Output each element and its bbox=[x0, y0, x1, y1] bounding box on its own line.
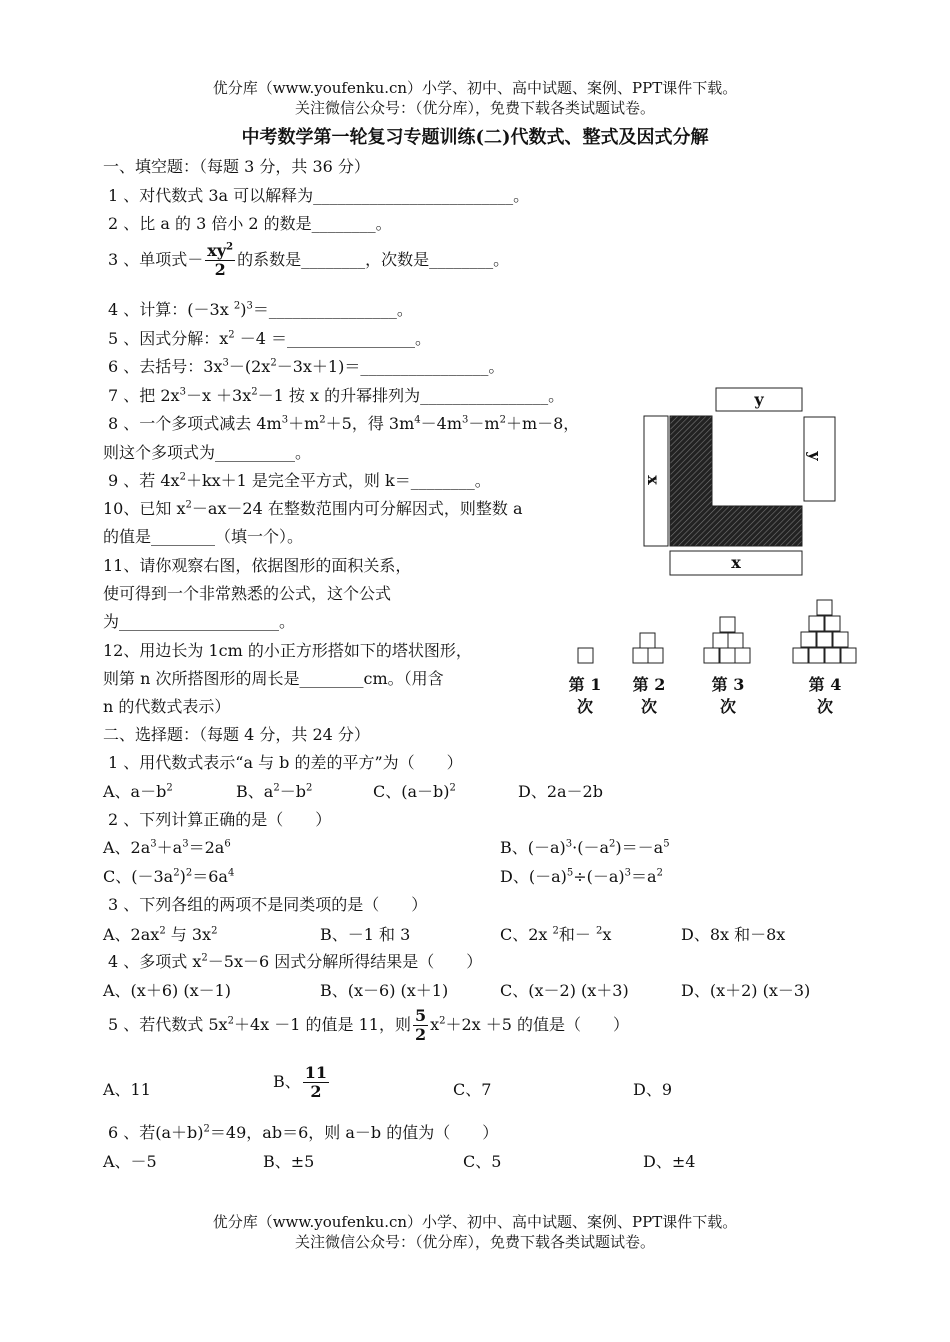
fill-q12-line2: 则第 n 次所搭图形的周长是________cm。（用含 bbox=[103, 669, 444, 688]
choice-q1-option-c: C、$(a-b)^2$ bbox=[373, 782, 456, 801]
fill-q5: 5 、因式分解：$x^2 -4$ ＝________________。 bbox=[108, 329, 432, 348]
choice-q5-fraction: $\frac{5}{2}$ bbox=[414, 1006, 427, 1044]
choice-q3-option-d: D、8x 和－8x bbox=[681, 925, 786, 944]
choice-q2: 2 、下列计算正确的是（ ） bbox=[108, 810, 332, 829]
choice-q5-option-b-fraction: $\frac{11}{2}$ bbox=[304, 1063, 328, 1101]
fill-q10-line2: 的值是________（填一个）。 bbox=[103, 527, 304, 546]
tower2-square bbox=[640, 633, 655, 648]
tower4-label: 第 4 次 bbox=[808, 675, 842, 716]
header-line-2: 关注微信公众号：（优分库），免费下载各类试题试卷。 bbox=[294, 99, 655, 117]
choice-q3-option-a: A、$2ax^2$ 与 $3x^2$ bbox=[103, 925, 218, 944]
choice-q6-option-d: D、±4 bbox=[643, 1152, 696, 1171]
area-diagram bbox=[640, 380, 820, 580]
page-title: 中考数学第一轮复习专题训练(二)代数式、整式及因式分解 bbox=[241, 127, 709, 148]
fill-q3 bbox=[108, 240, 509, 280]
choice-q1: 1 、用代数式表示“a 与 b 的差的平方”为（ ） bbox=[108, 753, 463, 772]
fill-q9: 9 、若 $4x^2+kx+1$ 是完全平方式，则 k＝________。 bbox=[108, 471, 491, 490]
choice-q1-option-d: D、2a－2b bbox=[518, 782, 603, 801]
fill-q3-frac-den: 2 bbox=[214, 260, 226, 279]
choice-q2-option-a: A、$2a^3+a^3=2a^6$ bbox=[103, 838, 231, 857]
section1-heading: 一、填空题：（每题 3 分，共 36 分） bbox=[103, 157, 370, 176]
choice-q2-option-d: D、$(-a)^5\div(-a)^3=a^2$ bbox=[500, 867, 663, 886]
tower4-square bbox=[809, 616, 824, 631]
choice-q5-option-d: D、9 bbox=[633, 1080, 673, 1099]
fill-q3-fraction bbox=[205, 242, 235, 279]
fill-q3-suffix: 的系数是________，次数是________。 bbox=[237, 250, 510, 269]
area-label-x-bottom: x bbox=[731, 553, 741, 572]
fill-q8: 8 、一个多项式减去 $4m^3+m^2+5$，得 $3m^4-4m^3-m^2+m-8$， bbox=[108, 414, 580, 433]
tower-diagram bbox=[560, 596, 870, 668]
fill-q1: 1 、对代数式 3a 可以解释为_________________________。 bbox=[108, 186, 530, 205]
hatched-region bbox=[670, 416, 802, 546]
tower4-square bbox=[817, 632, 832, 647]
tower4-square bbox=[825, 616, 840, 631]
tower3-square bbox=[728, 633, 743, 648]
choice-q4-option-b: B、(x－6) (x＋1) bbox=[320, 981, 449, 1000]
fill-q3-frac-exp: 2 bbox=[226, 241, 234, 253]
fill-q7: 7 、把 $2x^3-x +3x^2-1$ 按 x 的升幂排列为________________。 bbox=[108, 386, 565, 405]
choice-q2-option-c: C、$(-3a^2)^2=6a^4$ bbox=[103, 867, 235, 886]
tower4-square bbox=[841, 648, 856, 663]
choice-q4-option-a: A、(x＋6) (x－1) bbox=[103, 981, 232, 1000]
tower2-label: 第 2 次 bbox=[632, 675, 666, 716]
choice-q1-option-b: B、$a^2-b^2$ bbox=[236, 782, 313, 801]
fill-q12-line3: n 的代数式表示） bbox=[103, 697, 231, 716]
fill-q11-line1: 11、请你观察右图，依据图形的面积关系， bbox=[103, 556, 412, 575]
section2-heading: 二、选择题：（每题 4 分，共 24 分） bbox=[103, 725, 370, 744]
tower3-square bbox=[720, 617, 735, 632]
tower3-label: 第 3 次 bbox=[711, 675, 745, 716]
tower4-square bbox=[817, 600, 832, 615]
choice-q3: 3 、下列各组的两项不是同类项的是（ ） bbox=[108, 895, 428, 914]
area-label-y-right: y bbox=[805, 451, 825, 461]
tower3-square bbox=[713, 633, 728, 648]
fill-q10: 10、已知 $x^2-ax-24$ 在整数范围内可分解因式，则整数 a bbox=[103, 499, 523, 518]
tower3-square bbox=[720, 648, 735, 663]
tower4-square bbox=[833, 632, 848, 647]
fill-q3-frac-num: xy bbox=[207, 241, 227, 260]
choice-q6: 6 、若$(a+b)^2=49$，ab＝6，则 a－b 的值为（ ） bbox=[108, 1123, 499, 1142]
choice-q6-option-a: A、－5 bbox=[103, 1152, 157, 1171]
footer-line-2: 关注微信公众号：（优分库），免费下载各类试题试卷。 bbox=[294, 1233, 655, 1251]
choice-q2-option-b: B、$(-a)^3\cdot(-a^2)=-a^5$ bbox=[500, 838, 670, 857]
choice-q5: 5 、若代数式 $5x^2+4x -1$ 的值是 11，则 $\frac{5}{2}$ $x^2+2x +5$ 的值是（ ） bbox=[108, 1006, 630, 1044]
fill-q8-line2: 则这个多项式为__________。 bbox=[103, 443, 312, 462]
fill-q11-line2: 使可得到一个非常熟悉的公式，这个公式 bbox=[103, 584, 392, 603]
tower4-square bbox=[793, 648, 808, 663]
fill-q6: 6 、去括号：$3x^3-(2x^2-3x+1)=\_\_\_\_\_\_\_\_\_\_\_\_\_\_\_\_$。 bbox=[108, 357, 505, 376]
fill-q4: 4 、计算：(－3x $^2$)$^3$＝________________。 bbox=[108, 300, 413, 319]
choice-q4-option-c: C、(x－2) (x＋3) bbox=[500, 981, 629, 1000]
choice-q3-option-b: B、－1 和 3 bbox=[320, 925, 411, 944]
area-label-y-top: y bbox=[754, 390, 764, 409]
choice-q1-option-a: A、$a-b^2$ bbox=[103, 782, 173, 801]
choice-q6-option-b: B、±5 bbox=[263, 1152, 315, 1171]
fill-q3-prefix: 3 、单项式－ bbox=[108, 250, 204, 269]
choice-q4: 4 、多项式 $x^2-5x-6$ 因式分解所得结果是（ ） bbox=[108, 952, 483, 971]
footer-line-1: 优分库（www.youfenku.cn）小学、初中、高中试题、案例、PPT课件下载。 bbox=[212, 1213, 738, 1231]
tower2-square bbox=[648, 648, 663, 663]
tower1-square bbox=[578, 648, 593, 663]
choice-q6-option-c: C、5 bbox=[463, 1152, 502, 1171]
fill-q12-line1: 12、用边长为 1cm 的小正方形搭如下的塔状图形， bbox=[103, 641, 472, 660]
tower4-square bbox=[809, 648, 824, 663]
choice-q5-option-c: C、7 bbox=[453, 1080, 492, 1099]
tower3-square bbox=[735, 648, 750, 663]
header-line-1: 优分库（www.youfenku.cn）小学、初中、高中试题、案例、PPT课件下载。 bbox=[212, 79, 738, 97]
choice-q5-option-a: A、11 bbox=[103, 1080, 151, 1099]
area-label-x-left: x bbox=[643, 475, 663, 485]
tower4-square bbox=[825, 648, 840, 663]
fill-q11-line3: 为____________________。 bbox=[103, 612, 296, 631]
tower2-square bbox=[633, 648, 648, 663]
choice-q5-option-b: B、 $\frac{11}{2}$ bbox=[273, 1063, 328, 1101]
tower3-square bbox=[704, 648, 719, 663]
fill-q2: 2 、比 a 的 3 倍小 2 的数是________。 bbox=[108, 214, 392, 233]
choice-q3-option-c: C、2x $^2$和－ $^2$x bbox=[500, 925, 612, 944]
choice-q4-option-d: D、(x＋2) (x－3) bbox=[681, 981, 811, 1000]
tower1-label: 第 1 次 bbox=[568, 675, 602, 716]
tower4-square bbox=[801, 632, 816, 647]
